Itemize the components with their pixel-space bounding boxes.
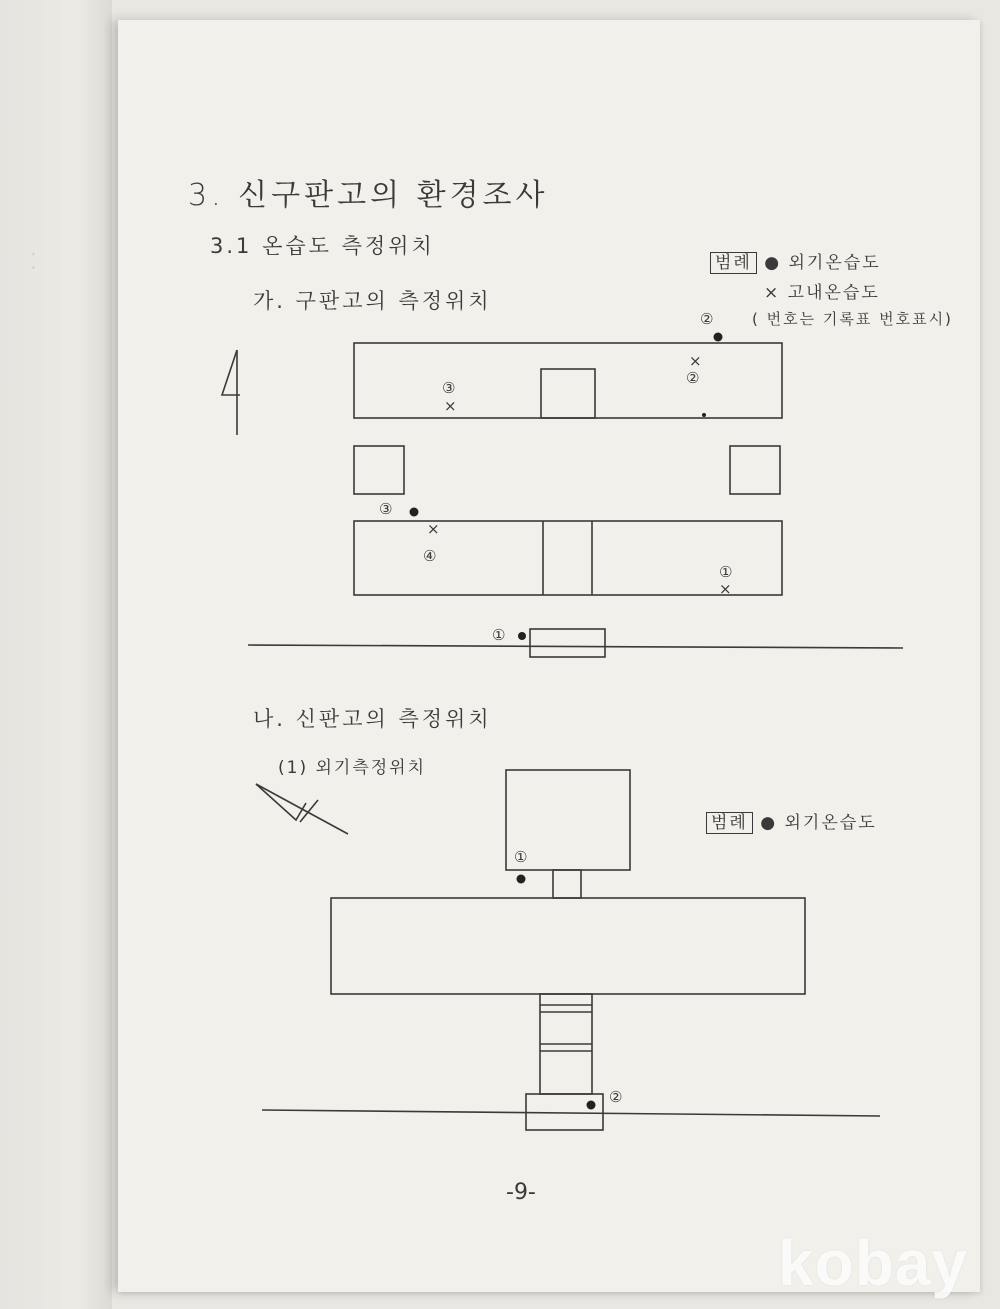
indoor-sensor-cross: × (444, 397, 457, 415)
new-storage-link (553, 870, 581, 898)
legend-a-cross-label: × 고내온습도 (764, 283, 880, 303)
marker-label: ① (492, 626, 506, 644)
old-storage-annex-right (730, 446, 780, 494)
page-number: -9- (506, 1180, 536, 1205)
ghost-text: ⁚ (30, 250, 37, 275)
legend-a-dot-label: ● 외기온습도 (764, 253, 881, 273)
new-storage-main-building (331, 898, 805, 994)
indoor-sensor-cross: × (689, 352, 702, 370)
legend-a-box: 범례 (710, 252, 757, 274)
old-storage-annex-left (354, 446, 404, 494)
gate-box-a (530, 629, 605, 657)
indoor-sensor-cross: × (427, 520, 440, 538)
legend-b-dot-label: ● 외기온습도 (760, 813, 877, 833)
outdoor-sensor-dot (587, 1101, 596, 1110)
marker-label: ② (686, 369, 700, 387)
marker-label: ② (609, 1088, 623, 1106)
marker-label: ④ (423, 547, 437, 565)
outdoor-sensor-dot (714, 333, 723, 342)
legend-a-note: ( 번호는 기록표 번호표시) (752, 310, 953, 328)
old-storage-building-top (354, 343, 782, 418)
section-heading: 3. 신구판고의 환경조사 (188, 178, 549, 213)
road-line-a (248, 645, 903, 648)
section-a-title: 가. 구판고의 측정위치 (253, 289, 492, 313)
marker-label: ① (514, 848, 528, 866)
subsection-heading: 3.1 온습도 측정위치 (210, 234, 435, 258)
compass-tick (300, 800, 318, 822)
outdoor-sensor-dot (517, 875, 526, 884)
marker-label: ③ (442, 379, 456, 397)
outdoor-sensor-dot (518, 632, 526, 640)
old-storage-building-bottom (354, 521, 782, 595)
marker-label: ③ (379, 500, 393, 518)
compass-head (256, 784, 306, 820)
marker-label: ① (719, 563, 733, 581)
outdoor-sensor-dot (410, 508, 419, 517)
marker-label: ② (700, 310, 714, 328)
road-line-b (262, 1110, 880, 1116)
section-b-title: 나. 신판고의 측정위치 (253, 707, 492, 731)
old-storage-door (541, 369, 595, 418)
section-b1-title: (1) 외기측정위치 (278, 758, 427, 778)
watermark-logo: kobay (778, 1227, 968, 1299)
outdoor-sensor-dot (702, 413, 706, 417)
indoor-sensor-cross: × (719, 580, 732, 598)
legend-b-box: 범례 (706, 812, 753, 834)
